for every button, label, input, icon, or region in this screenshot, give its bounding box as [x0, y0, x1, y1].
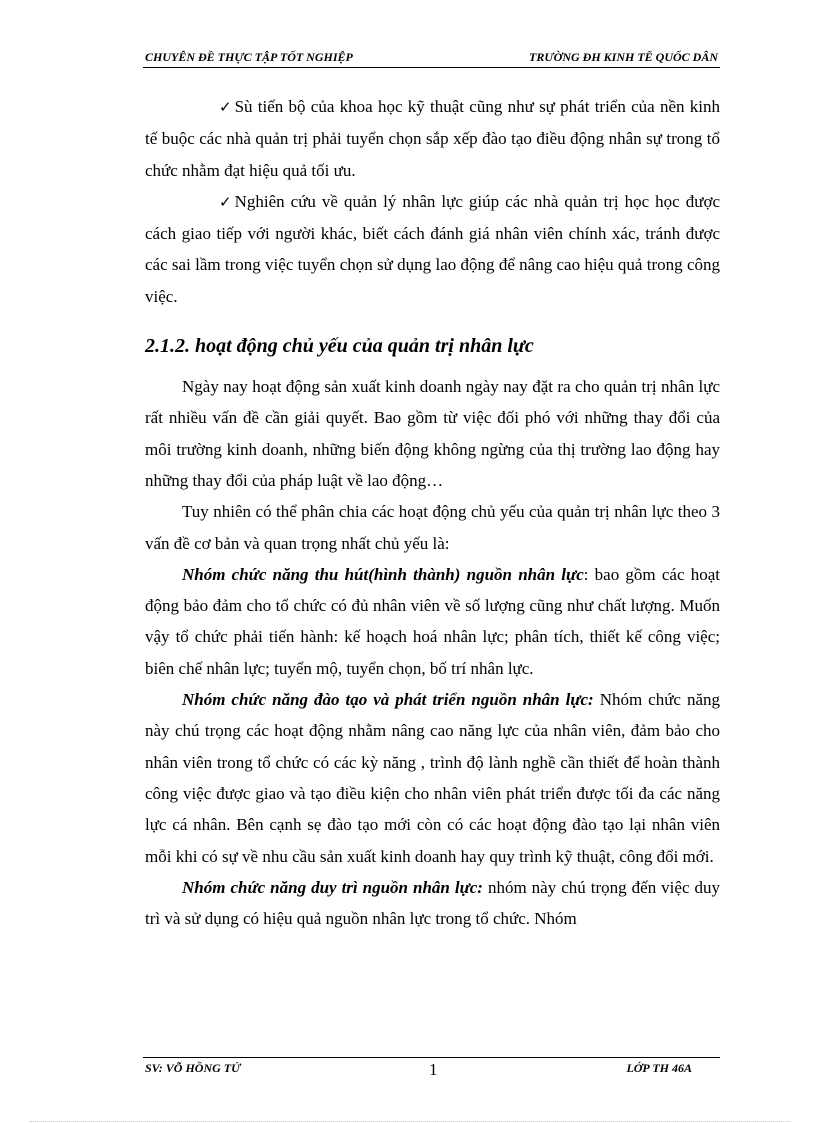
- group-3-lead: Nhóm chức năng duy trì nguồn nhân lực:: [182, 877, 483, 897]
- paragraph-group-2: [145, 684, 720, 872]
- header-right: TRƯỜNG ĐH KINH TẾ QUỐC DÂN: [529, 50, 718, 64]
- footer-student: SV: VÕ HỒNG TỨ: [145, 1061, 241, 1075]
- paragraph-group-3: [145, 872, 720, 935]
- page-number: 1: [429, 1060, 438, 1079]
- group-2-text: Nhóm chức năng này chú trọng các hoạt động nhằm nâng cao năng lực của nhân viên, đảm bảo cho nhân viên trong tổ chức có các kỳ năng , trình độ lành nghề cần thiết để hoàn thành công việc được giao và tạo điều kiện cho nhân viên phát triển được tối đa các năng lực cá nhân. Bên cạnh sẹ đào tạo mới còn có các hoạt động đào tạo lại nhân viên mỗi khi có sự về nhu cầu sản xuất kinh doanh hay quy trình kỹ thuật, công đổi mới.: [145, 690, 720, 866]
- bullet-paragraph-2: [145, 186, 720, 312]
- bottom-divider: [30, 1121, 790, 1122]
- paragraph-2: Tuy nhiên có thể phân chia các hoạt động chủ yếu của quản trị nhân lực theo 3 vấn đề cơ bản và quan trọng nhất chủ yếu là:: [145, 502, 720, 553]
- header-left: CHUYÊN ĐỀ THỰC TẬP TỐT NGHIỆP: [145, 50, 353, 64]
- section-heading: 2.1.2. hoạt động chủ yếu của quản trị nhân lực: [145, 335, 534, 358]
- page-header: [143, 50, 720, 68]
- bullet-text-1: Sù tiến bộ của khoa học kỹ thuật cũng như sự phát triển của nền kinh tế buộc các nhà quản trị phải tuyển chọn sắp xếp đào tạo điều động nhân sự trong tổ chức nhằm đạt hiệu quả tối ưu.: [145, 97, 720, 180]
- bullet-paragraph-1: [145, 91, 720, 186]
- checkmark-icon: ✓: [219, 98, 232, 116]
- page-footer: [143, 1057, 720, 1080]
- group-2-lead: Nhóm chức năng đào tạo và phát triển nguồn nhân lực:: [182, 690, 594, 710]
- checkmark-icon: ✓: [219, 192, 232, 211]
- bullet-text-2: Nghiên cứu về quản lý nhân lực giúp các nhà quản trị học học được cách giao tiếp với người khác, biết cách đánh giá nhân viên chính xác, tránh được các sai lầm trong việc tuyển chọn sử dụng lao động để nâng cao hiệu quả trong công việc.: [145, 191, 720, 306]
- footer-class: LỚP TH 46A: [626, 1061, 692, 1075]
- paragraph-1: Ngày nay hoạt động sản xuất kinh doanh ngày nay đặt ra cho quản trị nhân lực rất nhiều vấn đề cần giải quyết. Bao gồm từ việc đối phó với những thay đổi của môi trường kinh doanh, những biến động không ngừng của thị trường lao động hay những thay đổi của pháp luật về lao động…: [145, 377, 720, 490]
- group-1-lead: Nhóm chức năng thu hút(hình thành) nguồn nhân lực: [182, 564, 584, 584]
- group-1-text: : bao gồm các hoạt động bảo đảm cho tổ chức có đủ nhân viên về số lượng cũng như chất lượng. Muốn vậy tổ chức phải tiến hành: kế hoạch hoá nhân lực; phân tích, thiết kế công việc; biên chế nhân lực; tuyển mộ, tuyển chọn, bố trí nhân lực.: [145, 564, 720, 678]
- paragraph-group-1: [145, 559, 720, 684]
- page-content: [145, 91, 720, 934]
- group-3-text: nhóm này chú trọng đến việc duy trì và sử dụng có hiệu quả nguồn nhân lực trong tổ chức. Nhóm: [145, 877, 720, 929]
